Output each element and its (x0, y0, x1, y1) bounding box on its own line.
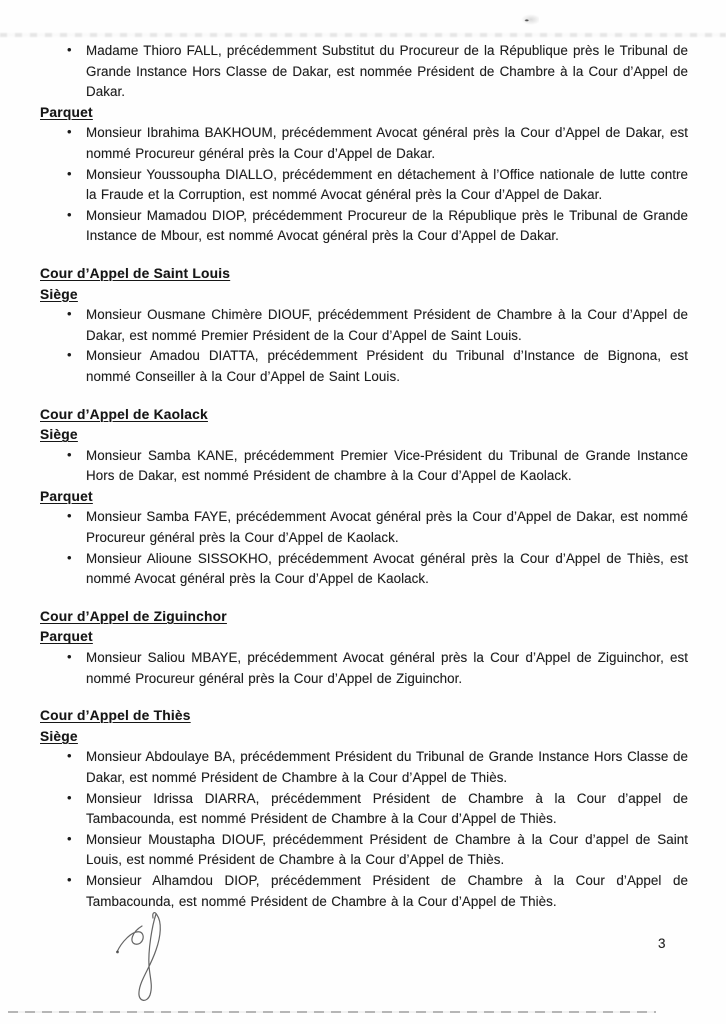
signature-paraph (112, 906, 174, 1006)
scan-artifact-bottom (8, 1011, 656, 1013)
section-heading: Cour d’Appel de Thiès (40, 708, 191, 724)
section-heading: Cour d’Appel de Saint Louis (40, 265, 231, 281)
scan-artifact-top (0, 33, 726, 37)
appointment-item: • Monsieur Samba KANE, précédemment Premier Vice-Président du Tribunal de Grande Instance Hors de Dakar, est nommé Président de chambre à la Cour d’Appel de Kaolack. (40, 446, 688, 487)
bullet-list (40, 41, 688, 103)
bullet-list (40, 507, 688, 589)
sub-heading: Siège (40, 728, 78, 744)
appointment-item: • Monsieur Alhamdou DIOP, précédemment Président de Chambre à la Cour d’Appel de Tambacounda, est nommé Président de Chambre à la Cour d’Appel de Thiès. (40, 871, 688, 912)
appointment-item: • Monsieur Moustapha DIOUF, précédemment Président de Chambre à la Cour d’appel de Saint Louis, est nommé Président de Chambre à la Cour d’Appel de Thiès. (40, 830, 688, 871)
sub-heading: Parquet (40, 488, 93, 504)
appointment-item: • Monsieur Youssoupha DIALLO, précédemment en détachement à l’Office nationale de lutte contre la Fraude et la Corruption, est nommé Avocat général près la Cour d’Appel de Dakar. (40, 165, 688, 206)
sub-heading: Parquet (40, 629, 93, 645)
appointment-item: • Monsieur Ousmane Chimère DIOUF, précédemment Président de Chambre à la Cour d’Appel de Dakar, est nommé Premier Président de la Cour d’Appel de Saint Louis. (40, 305, 688, 346)
bullet-list (40, 123, 688, 247)
bullet-list (40, 747, 688, 912)
appointment-item: • Monsieur Idrissa DIARRA, précédemment Président de Chambre à la Cour d’appel de Tambacounda, est nommé Président de Chambre à la Cour d’Appel de Thiès. (40, 789, 688, 830)
sub-heading: Siège (40, 286, 78, 302)
document-body (40, 41, 688, 912)
bullet-list (40, 648, 688, 689)
bullet-list (40, 446, 688, 487)
appointment-item: • Madame Thioro FALL, précédemment Substitut du Procureur de la République près le Tribunal de Grande Instance Hors Classe de Dakar, est nommée Président de Chambre à la Cour d’Appel de Dakar. (40, 41, 688, 103)
sub-heading: Siège (40, 427, 78, 443)
appointment-item: • Monsieur Samba FAYE, précédemment Avocat général près la Cour d’Appel de Dakar, est nommé Procureur général près la Cour d’Appel de Kaolack. (40, 507, 688, 548)
appointment-item: • Monsieur Saliou MBAYE, précédemment Avocat général près la Cour d’Appel de Ziguinchor, est nommé Procureur général près la Cour d’Appel de Ziguinchor. (40, 648, 688, 689)
appointment-item: • Monsieur Amadou DIATTA, précédemment Président du Tribunal d’Instance de Bignona, est nommé Conseiller à la Cour d’Appel de Saint Louis. (40, 346, 688, 387)
sub-heading: Parquet (40, 104, 93, 120)
section-heading: Cour d’Appel de Kaolack (40, 406, 208, 422)
appointment-item: • Monsieur Mamadou DIOP, précédemment Procureur de la République près le Tribunal de Grande Instance de Mbour, est nommé Avocat général près la Cour d’Appel de Dakar. (40, 206, 688, 247)
page-number: 3 (658, 936, 666, 951)
appointment-item: • Monsieur Abdoulaye BA, précédemment Président du Tribunal de Grande Instance Hors Classe de Dakar, est nommé Président de Chambre à la Cour d’Appel de Thiès. (40, 747, 688, 788)
appointment-item: • Monsieur Ibrahima BAKHOUM, précédemment Avocat général près la Cour d’Appel de Dakar, est nommé Procureur général près la Cour d’Appel de Dakar. (40, 123, 688, 164)
section-heading: Cour d’Appel de Ziguinchor (40, 608, 227, 624)
ink-smudge (521, 14, 539, 25)
appointment-item: • Monsieur Alioune SISSOKHO, précédemment Avocat général près la Cour d’Appel de Thiès, est nommé Avocat général près la Cour d’Appel de Kaolack. (40, 549, 688, 590)
bullet-list (40, 305, 688, 387)
